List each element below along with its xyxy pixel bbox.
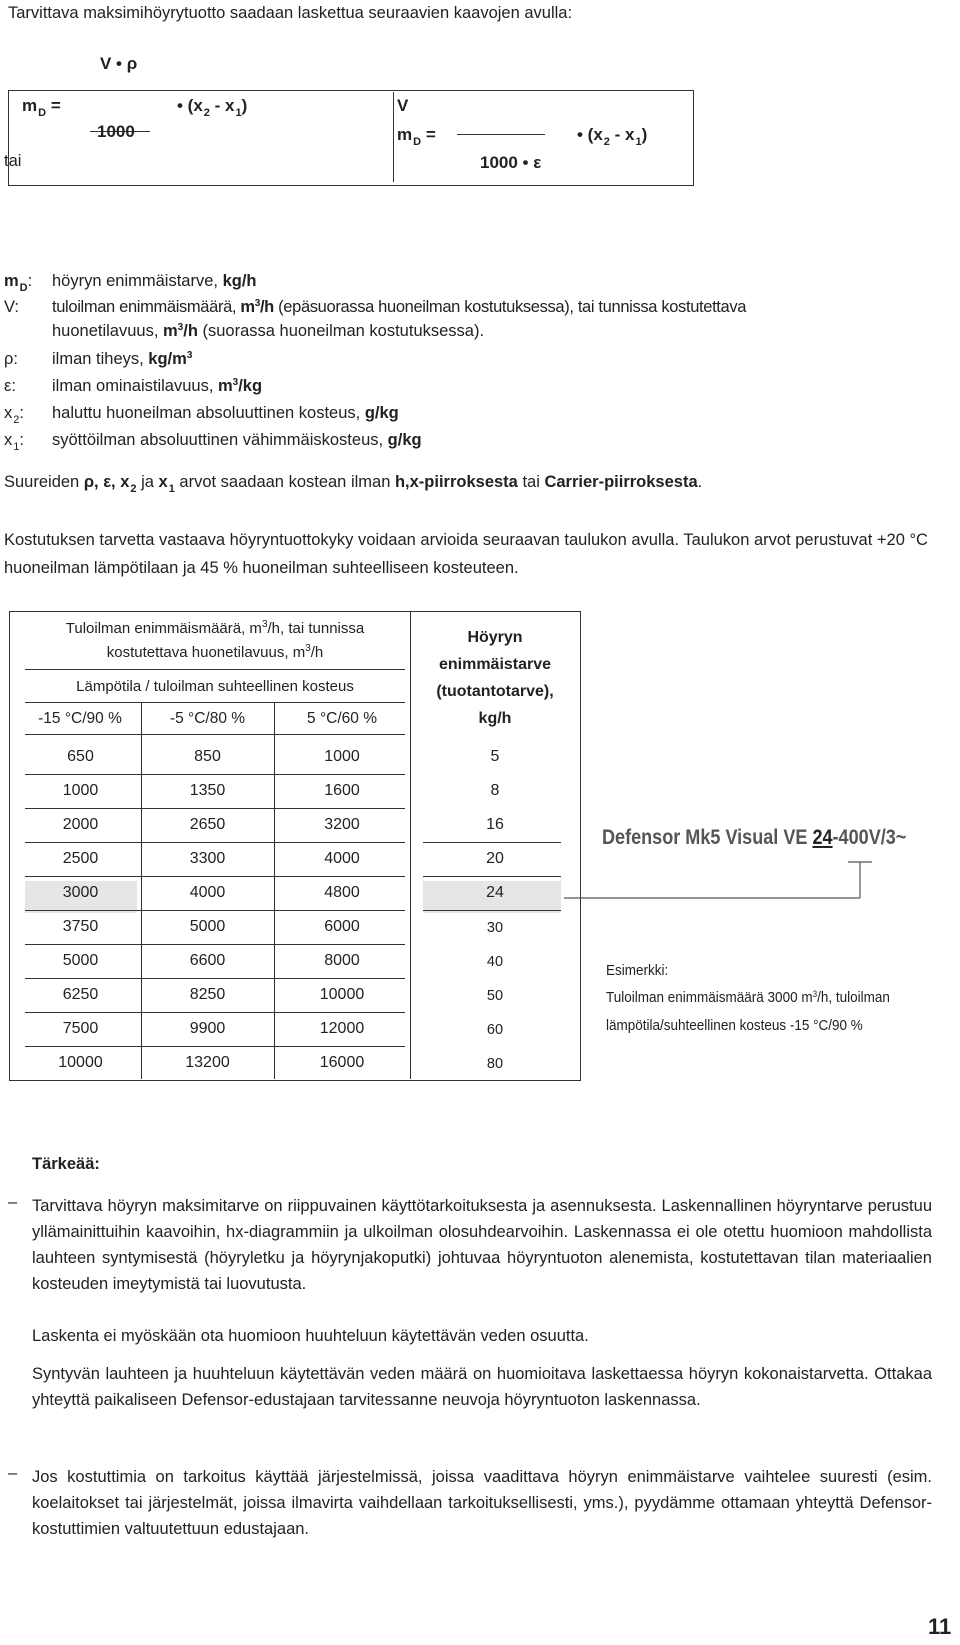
table-cell-airflow: 8250	[189, 986, 226, 1003]
def-x2-text: haluttu huoneilman absoluuttinen kosteus, g/kg	[52, 404, 399, 422]
table-cell-airflow: 5000	[62, 952, 99, 969]
table-cell-airflow: 2500	[62, 850, 99, 867]
table-cell-steam: 40	[486, 954, 504, 970]
def-rho-text: ilman tiheys, $kg/m^3$	[52, 350, 193, 368]
table-cell-steam: 50	[486, 988, 504, 1004]
table-cell-airflow: 12000	[319, 1020, 365, 1037]
table-row-divider	[25, 842, 405, 843]
table-cell-steam: 5	[490, 748, 500, 765]
table-cell-airflow: 2000	[62, 816, 99, 833]
table-col-header-2: -5 °C/80 %	[169, 710, 246, 727]
def-x2-symbol: $x_2$:	[4, 404, 24, 426]
table-col-header-3: 5 °C/60 %	[307, 710, 377, 727]
important-title: Tärkeää:	[32, 1155, 100, 1173]
table-cell-airflow: 650	[67, 748, 94, 765]
table-cell-airflow: 9900	[189, 1020, 226, 1037]
def-v-symbol: V:	[4, 298, 19, 316]
table-cell-steam: 20	[486, 850, 504, 867]
table-subheader-conditions: Lämpötila / tuloilman suhteellinen kosteus	[76, 678, 354, 695]
steam-cell-divider	[423, 910, 561, 911]
model-connector-lines	[560, 850, 880, 920]
table-row-divider	[25, 978, 405, 979]
def-md-symbol: $m_D$:	[4, 272, 33, 294]
formula2-lhs: $m_D$ =	[397, 125, 436, 148]
table-row-divider	[25, 1012, 405, 1013]
formula2-fraction-line	[457, 134, 545, 135]
def-x1-text: syöttöilman absoluuttinen vähimmäiskosteus, g/kg	[52, 431, 422, 449]
formula1-factor: • $(x_2 - x_1)$	[177, 96, 248, 119]
table-cell-steam: 16	[486, 816, 504, 833]
table-cell-airflow: 4000	[189, 884, 226, 901]
def-rho-symbol: ρ:	[4, 350, 18, 368]
table-cell-airflow: 6250	[62, 986, 99, 1003]
table-cell-airflow: 4000	[324, 850, 360, 867]
table-cell-airflow: 3300	[189, 850, 226, 867]
table-row-divider	[25, 944, 405, 945]
formula1-lhs: $m_D$ =	[22, 96, 61, 119]
def-v-text-line2: huonetilavuus, $m^3/h$ (suorassa huoneilman kostutuksessa).	[52, 322, 485, 340]
table-header-airflow-line2: kostutettava huonetilavuus, $m^3/h$	[106, 643, 324, 661]
table-cell-airflow: 6000	[324, 918, 360, 935]
table-intro-paragraph: Kostutuksen tarvetta vastaava höyryntuottokyky voidaan arvioida seuraavan taulukon avulla. Taulukon arvot perustuvat +20 °C huoneilman lämpötilaan ja 45 % huoneilman suhteelliseen kosteuteen.	[4, 531, 928, 577]
def-eps-symbol: ε:	[4, 377, 16, 395]
table-cell-airflow: 1350	[189, 782, 226, 799]
table-cell-airflow: 16000	[319, 1054, 365, 1071]
values-source-text: Suureiden ρ, ε, $x_2$ ja $x_1$ arvot saadaan kostean ilman h,x-piirroksesta tai Carrier-piirroksesta.	[4, 473, 703, 495]
def-md-text: höyryn enimmäistarve, kg/h	[52, 272, 257, 290]
table-cell-airflow: 1000	[324, 748, 360, 765]
table-cell-steam: 30	[486, 920, 504, 936]
table-cell-steam: 80	[486, 1056, 504, 1072]
steam-cell-divider	[423, 842, 561, 843]
formula1-denominator: 1000	[97, 122, 135, 141]
table-row-divider	[25, 910, 405, 911]
formula2-denominator: 1000 • ε	[480, 153, 542, 172]
formula1-numerator: V • ρ	[100, 54, 138, 73]
table-cell-airflow: 3000	[62, 884, 99, 901]
table-cell-steam: 8	[490, 782, 500, 799]
table-cell-airflow: 850	[194, 748, 221, 765]
table-cell-airflow: 5000	[189, 918, 226, 935]
def-v-text-line1: tuloilman enimmäismäärä, $m^3/h$ (epäsuorassa huoneilman kostutuksessa), tai tunnissa kostutettava	[52, 298, 747, 316]
table-cell-airflow: 6600	[189, 952, 226, 969]
important-paragraph-3: Jos kostuttimia on tarkoitus käyttää järjestelmissä, joissa vaadittava höyryn enimmäistarve vaihtelee suuresti (esim. koelaitokset tai järjestelmät, joissa ilmavirta vaihdellaan tarkoituksellisesti, yms.), pyydämme ottamaan yhteyttä Defensor-kostuttimien valtuutettuun edustajaan.	[32, 1468, 932, 1538]
example-line2: lämpötila/suhteellinen kosteus -15 °C/90 %	[606, 1017, 863, 1034]
table-row-divider	[25, 1046, 405, 1047]
table-cell-steam: 24	[486, 884, 504, 901]
model-designation: Defensor Mk5 Visual VE 24-400V/3~	[602, 826, 907, 849]
important-dash-2: –	[8, 1464, 18, 1482]
table-cell-airflow: 8000	[324, 952, 360, 969]
table-cell-airflow: 1000	[62, 782, 99, 799]
important-dash-1: –	[8, 1193, 18, 1211]
important-paragraph-1: Tarvittava höyryn maksimitarve on riippuvainen käyttötarkoituksesta ja asennuksesta. Laskennallinen höyryntarve perustuu yllämainittuihin kaavoihin, hx-diagrammiin ja ulkoilman olosuhdearvoihin. Laskennassa ei ole otettu huomioon mahdollista lauhteen syntymisestä (höyryletku ja höyrynjakoputki) johtuvaa höyryntuoton alenemista, kostutettavan tilan materiaalien kosteuden imeytymistä tai luovutusta.	[32, 1197, 932, 1293]
example-line1: Tuloilman enimmäismäärä 3000 $m^3/h$, tuloilman	[606, 989, 890, 1006]
table-col-header-1: -15 °C/90 %	[38, 710, 122, 727]
table-cell-steam: 60	[486, 1022, 504, 1038]
formula-divider	[393, 92, 394, 182]
important-paragraph-1b: Laskenta ei myöskään ota huomioon huuhteluun käytettävän veden osuutta.	[32, 1327, 589, 1345]
formula-or: tai	[4, 152, 22, 170]
table-row-divider	[25, 774, 405, 775]
def-x1-symbol: $x_1$:	[4, 431, 24, 453]
important-paragraph-2: Syntyvän lauhteen ja huuhteluun käytettävän veden määrä on huomioitava laskettaessa höyryn kokonaistarvetta. Ottakaa yhteyttä paikaliseen Defensor-edustajaan tarvitessanne neuvoja höyryntuoton laskennassa.	[32, 1365, 932, 1409]
table-steam-header: Höyryn enimmäistarve (tuotantotarve), kg/h	[436, 629, 554, 727]
table-cell-airflow: 1600	[324, 782, 360, 799]
table-header-airflow-line1: Tuloilman enimmäismäärä, $m^3/h$, tai tunnissa	[65, 619, 365, 637]
steam-table	[9, 611, 581, 1081]
table-row-divider	[25, 808, 405, 809]
page-number: 11	[928, 1614, 952, 1639]
table-row-divider	[25, 876, 405, 877]
steam-cell-divider	[423, 876, 561, 877]
table-cell-airflow: 4800	[324, 884, 360, 901]
def-eps-text: ilman ominaistilavuus, $m^3/kg$	[52, 377, 263, 395]
example-title: Esimerkki:	[606, 962, 669, 979]
formula2-factor: • $(x_2 - x_1)$	[577, 125, 648, 148]
table-cell-airflow: 7500	[62, 1020, 99, 1037]
intro-text: Tarvittava maksimihöyrytuotto saadaan laskettua seuraavien kaavojen avulla:	[8, 4, 573, 22]
table-cell-airflow: 2650	[189, 816, 226, 833]
table-cell-airflow: 10000	[58, 1054, 103, 1071]
table-cell-airflow: 3200	[324, 816, 360, 833]
table-cell-airflow: 13200	[185, 1054, 230, 1071]
formula2-numerator: V	[397, 96, 409, 115]
table-cell-airflow: 10000	[319, 986, 365, 1003]
table-cell-airflow: 3750	[62, 918, 99, 935]
